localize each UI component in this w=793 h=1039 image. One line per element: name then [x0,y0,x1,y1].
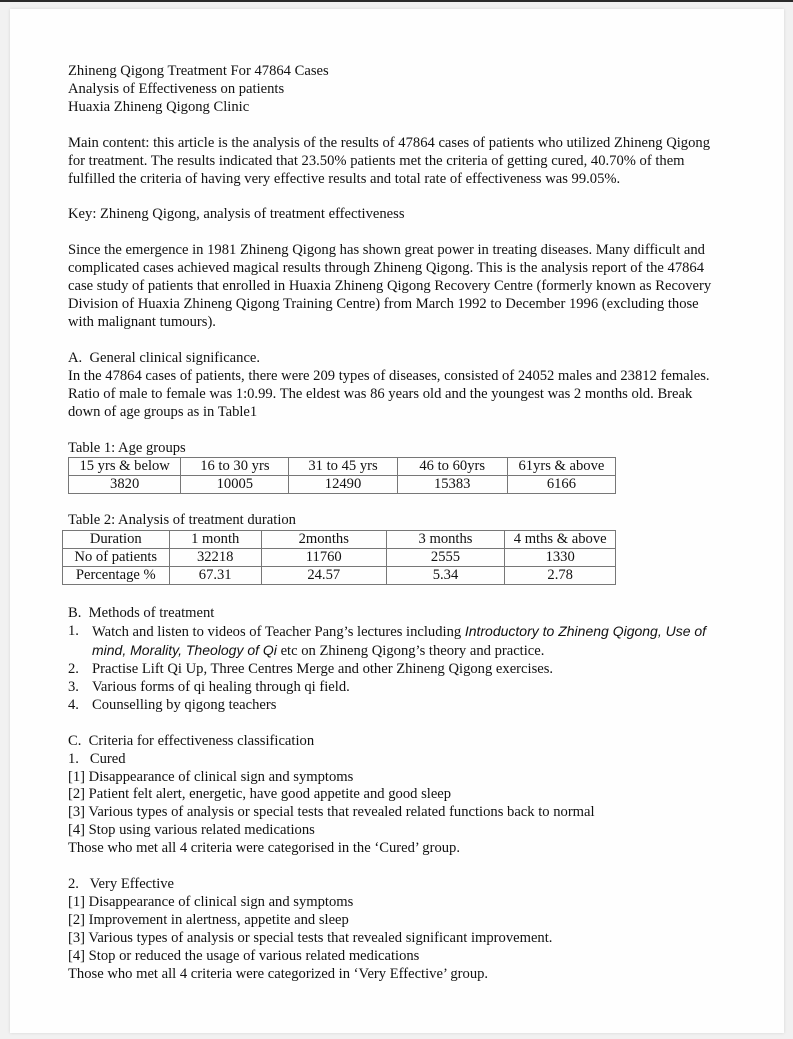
table-cell: 3820 [69,476,181,494]
section-a-body: In the 47864 cases of patients, there were 209 types of diseases, consisted of 24052 males and 23812 females. Ratio of male to female was 1:0.99. The eldest was 86 years old and the youngest was 2 months old. Break down of age groups as in Table1 [68,367,710,420]
age-groups-table [68,457,616,494]
table-cell: 10005 [181,476,289,494]
list-number: 4. [68,696,79,713]
list-item [68,661,728,679]
table2-caption: Table 2: Analysis of treatment duration [68,512,296,529]
criterion: [3] Various types of analysis or special tests that revealed related functions back to normal [68,804,595,821]
treatment-duration-table [62,530,616,585]
criterion: [4] Stop or reduced the usage of various related medications [68,947,420,964]
document-subtitle: Analysis of Effectiveness on patients [68,80,285,97]
table-cell: 6166 [507,476,615,494]
list-item [68,679,728,697]
introduction-paragraph: Since the emergence in 1981 Zhineng Qigong has shown great power in treating diseases. Many difficult and complicated cases achieved magical results through Zhineng Qigong. This is the analysis report of the 47864 case study of patients that enrolled in Huaxia Zhineng Qigong Recovery Centre (formerly known as Recovery Division of Huaxia Zhineng Qigong Training Centre) from March 1992 to December 1996 (excluding those with malignant tumours). [68,242,712,330]
cured-heading: 1. Cured [68,750,126,767]
list-item-text: Various forms of qi healing through qi field. [92,678,350,695]
very-effective-heading: 2. Very Effective [68,876,175,893]
table-cell: 5.34 [386,567,505,585]
list-item [68,623,728,661]
cured-summary: Those who met all 4 criteria were categorised in the ‘Cured’ group. [68,840,460,857]
table-cell: 1330 [505,549,616,567]
list-item-text: Counselling by qigong teachers [92,696,277,713]
very-effective-summary: Those who met all 4 criteria were categorized in ‘Very Effective’ group. [68,965,489,982]
criterion: [1] Disappearance of clinical sign and symptoms [68,768,354,785]
table-cell: 3 months [386,531,505,549]
table-cell: 32218 [169,549,261,567]
viewer-top-bar [0,0,793,2]
table-row [69,476,616,494]
list-item-text: Practise Lift Qi Up, Three Centres Merge and other Zhineng Qigong exercises. [92,661,554,678]
table-cell: 12490 [289,476,397,494]
list-item-text: Watch and listen to videos of Teacher Pang’s lectures including [92,624,465,641]
table-cell: No of patients [63,549,170,567]
table-cell: 11760 [261,549,386,567]
criterion: [3] Various types of analysis or special tests that revealed significant improvement. [68,929,553,946]
document-title: Zhineng Qigong Treatment For 47864 Cases [68,63,329,79]
table-cell: Percentage % [63,567,170,585]
criterion: [1] Disappearance of clinical sign and symptoms [68,894,354,910]
document-organization: Huaxia Zhineng Qigong Clinic [68,98,250,115]
list-item [68,697,728,715]
abstract-keywords: Key: Zhineng Qigong, analysis of treatment effectiveness [68,206,405,223]
list-item-text: etc on Zhineng Qigong’s theory and practice. [276,643,545,660]
table-header-cell: 16 to 30 yrs [181,458,289,476]
section-b-heading: B. Methods of treatment [68,605,215,622]
table-cell: Duration [63,531,170,549]
table-row [63,549,616,567]
document-content [68,63,728,984]
table-row [63,531,616,549]
list-number: 1. [68,623,79,640]
table-header-cell: 15 yrs & below [69,458,181,476]
section-c-heading: C. Criteria for effectiveness classification [68,732,315,749]
criterion: [2] Improvement in alertness, appetite and sleep [68,911,349,928]
abstract-main-content: Main content: this article is the analysis of the results of 47864 cases of patients who utilized Zhineng Qigong for treatment. The results indicated that 23.50% patients met the criteria of getting cured, 40.70% of them fulfilled the criteria of having very effective results and total rate of effectiveness was 99.05%. [68,134,710,187]
table-cell: 2months [261,531,386,549]
table-header-cell: 31 to 45 yrs [289,458,397,476]
table-cell: 24.57 [261,567,386,585]
list-number: 3. [68,678,79,695]
list-number: 2. [68,661,79,678]
table-header-cell: 61yrs & above [507,458,615,476]
table-cell: 2555 [386,549,505,567]
section-a-heading: A. General clinical significance. [68,349,261,366]
lecture-titles: Introductory to Zhineng Qigong, Use of mind, Morality, Theology of Qi [92,623,707,659]
table-row [63,567,616,585]
treatment-methods-list [68,623,728,715]
table-cell: 1 month [169,531,261,549]
table-cell: 15383 [397,476,507,494]
table-header-cell: 46 to 60yrs [397,458,507,476]
criterion: [4] Stop using various related medications [68,822,315,839]
criterion: [2] Patient felt alert, energetic, have good appetite and good sleep [68,786,452,803]
table-header-row [69,458,616,476]
table-cell: 4 mths & above [505,531,616,549]
table-cell: 2.78 [505,567,616,585]
table-cell: 67.31 [169,567,261,585]
table1-caption: Table 1: Age groups [68,439,186,456]
document-page [10,9,784,1033]
